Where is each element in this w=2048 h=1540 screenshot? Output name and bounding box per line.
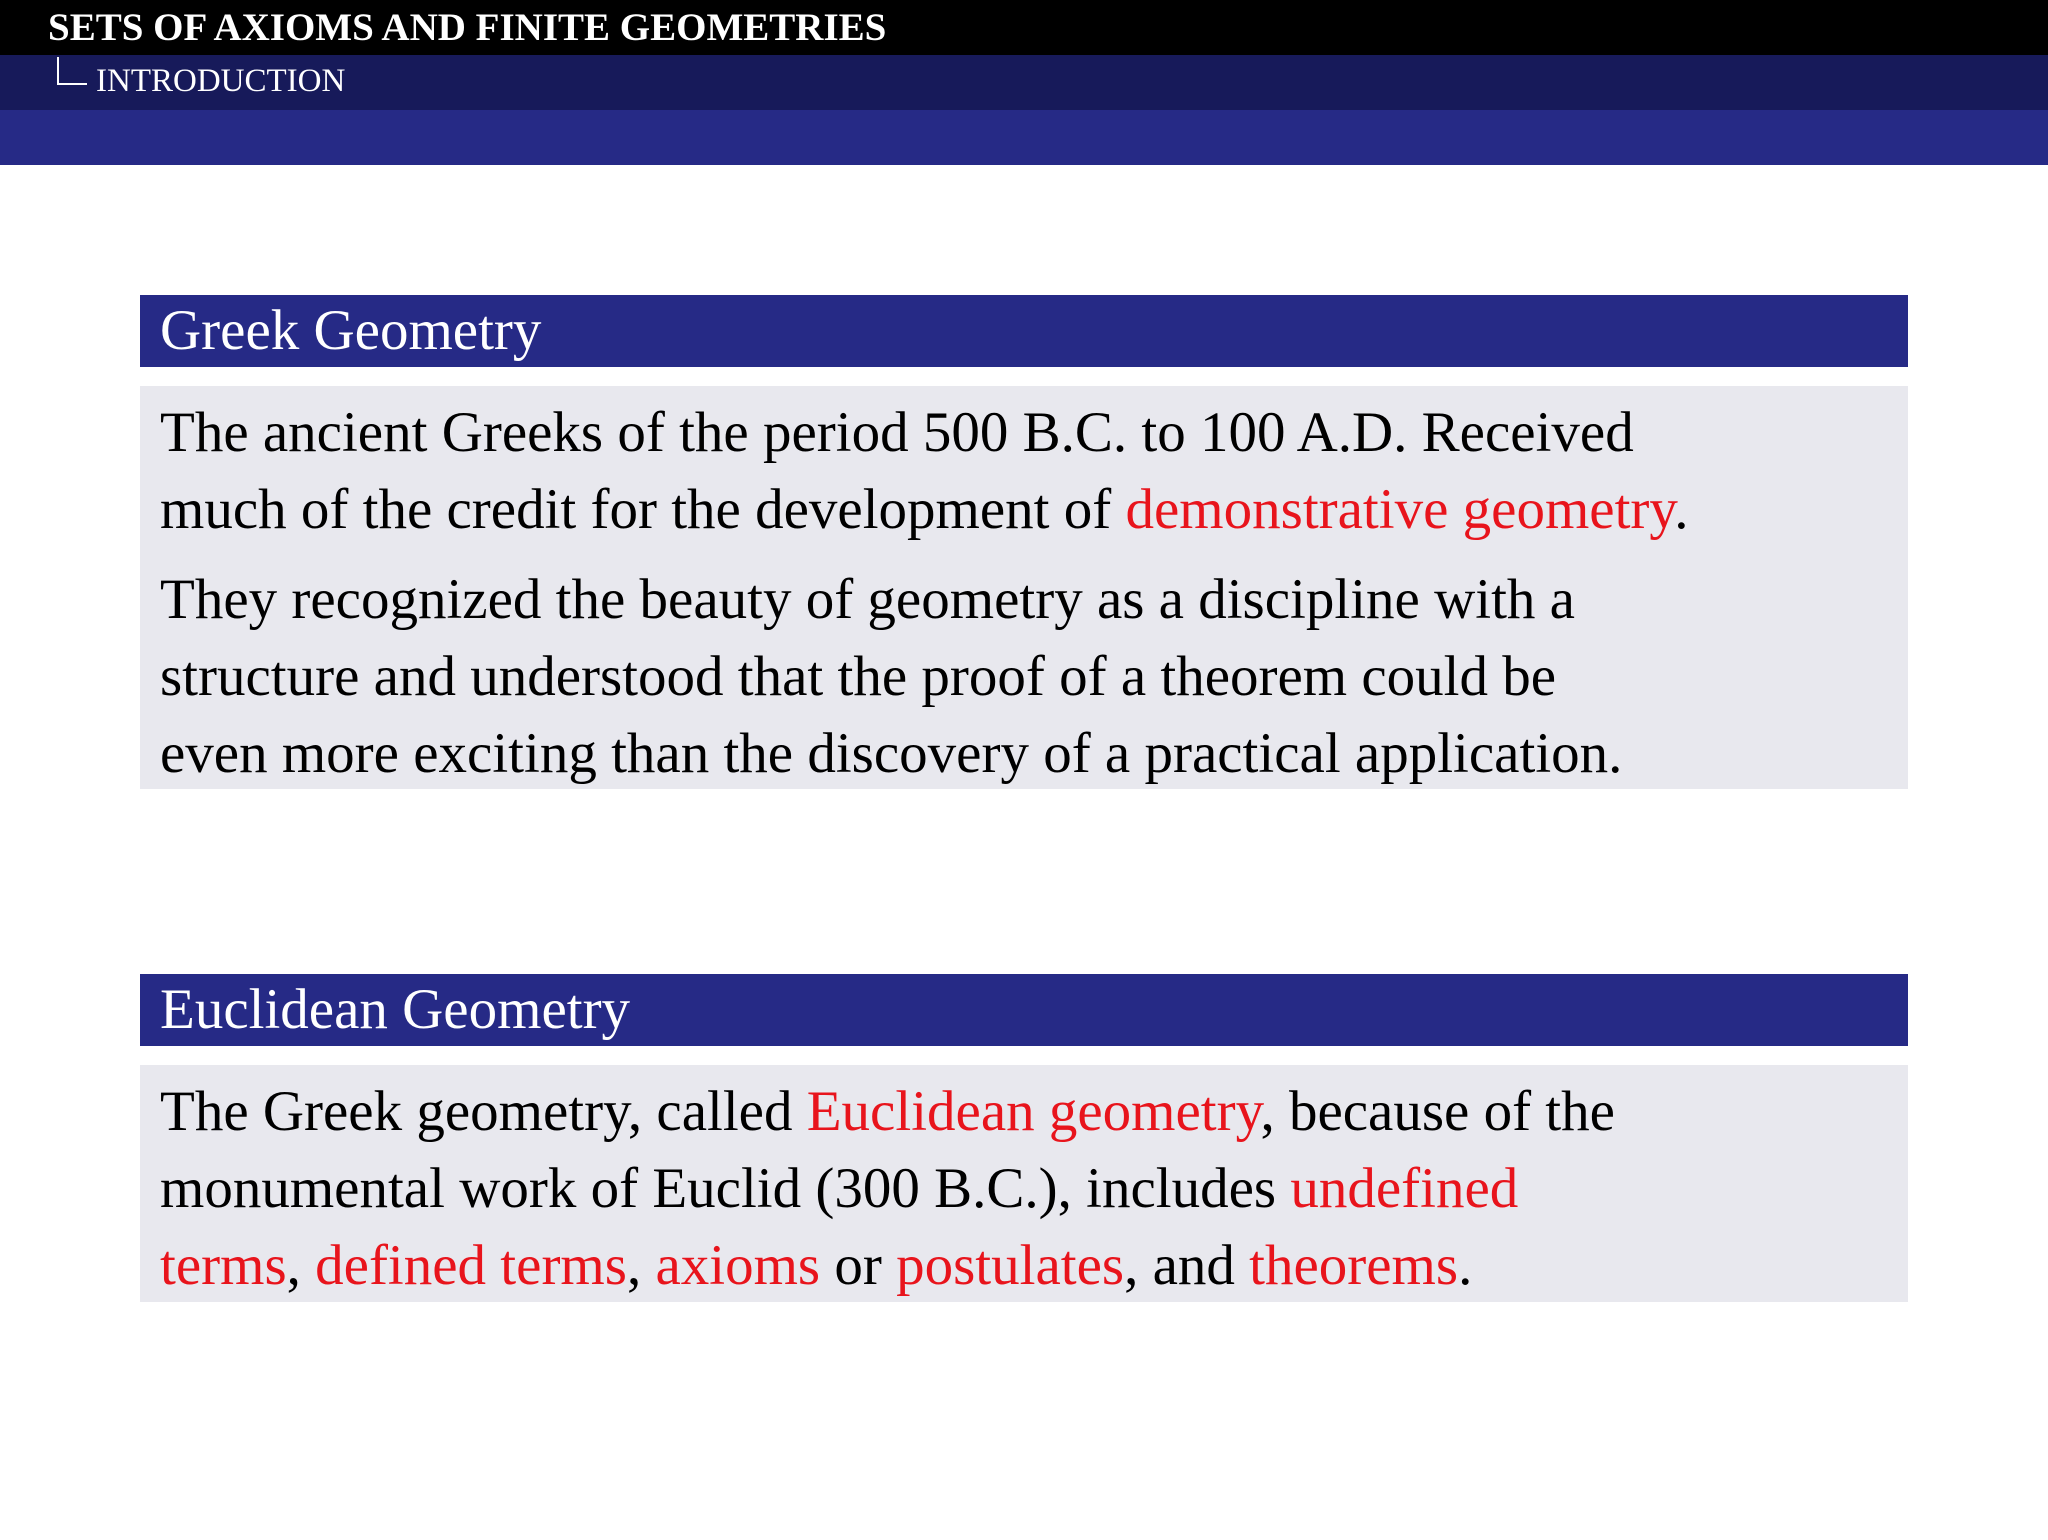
highlighted-term: theorems [1249, 1234, 1459, 1297]
text-segment: even more exciting than the discovery of a practical application. [160, 722, 1623, 785]
highlighted-term: undefined [1290, 1157, 1519, 1220]
block-paragraph [160, 1073, 1908, 1304]
block-title-euclidean-geometry: Euclidean Geometry [140, 974, 1908, 1046]
text-segment: , and [1124, 1234, 1250, 1297]
header-title-bar [0, 0, 2048, 55]
block-body-greek-geometry [140, 386, 1908, 789]
text-line [160, 561, 1908, 638]
text-segment: . [1674, 478, 1689, 541]
highlighted-term: Euclidean geometry [806, 1080, 1261, 1143]
text-line [160, 394, 1908, 471]
text-segment: , [286, 1234, 316, 1297]
text-segment: The ancient Greeks of the period 500 B.C. to 100 A.D. Received [160, 401, 1634, 464]
text-segment: , [626, 1234, 656, 1297]
highlighted-term: postulates [896, 1234, 1125, 1297]
text-segment: The Greek geometry, called [160, 1080, 807, 1143]
text-segment: monumental work of Euclid (300 B.C.), includes [160, 1157, 1291, 1220]
text-segment: . [1458, 1234, 1473, 1297]
text-segment: They recognized the beauty of geometry as a discipline with a [160, 568, 1575, 631]
text-line [160, 1073, 1908, 1150]
text-line [160, 1150, 1908, 1227]
block-body-euclidean-geometry [140, 1065, 1908, 1302]
highlighted-term: defined terms [315, 1234, 627, 1297]
section-title: INTRODUCTION [96, 63, 346, 99]
text-segment: structure and understood that the proof of a theorem could be [160, 645, 1557, 708]
text-segment: much of the credit for the development of [160, 478, 1126, 541]
text-segment: or [820, 1234, 897, 1297]
highlighted-term: terms [160, 1234, 287, 1297]
text-line [160, 1227, 1908, 1304]
highlighted-term: axioms [655, 1234, 821, 1297]
block-paragraph [160, 561, 1908, 792]
highlighted-term: demonstrative geometry [1125, 478, 1675, 541]
presentation-title: SETS OF AXIOMS AND FINITE GEOMETRIES [48, 6, 887, 49]
text-line [160, 471, 1908, 548]
block-title-greek-geometry: Greek Geometry [140, 295, 1908, 367]
text-line [160, 638, 1908, 715]
text-segment: , because of the [1260, 1080, 1615, 1143]
block-paragraph [160, 394, 1908, 548]
tree-branch-icon [57, 57, 87, 85]
text-line [160, 715, 1908, 792]
header-band [0, 110, 2048, 165]
header-section-bar [0, 55, 2048, 110]
